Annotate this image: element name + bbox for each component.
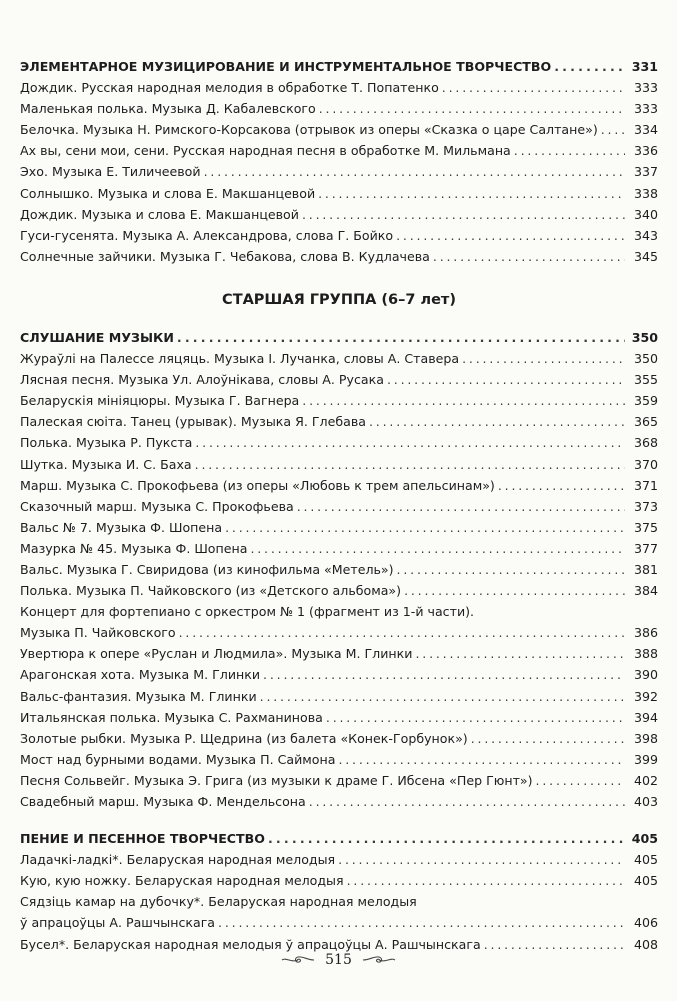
toc-entry: [20, 454, 658, 475]
toc-entry-title: Беларускія мініяцюры. Музыка Г. Вагнера: [20, 393, 300, 409]
toc-entry: [20, 707, 658, 728]
toc-entry: [20, 912, 658, 933]
toc-entry: [20, 432, 658, 453]
toc-entry-title: Гуси-гусенята. Музыка А. Александрова, слова Г. Бойко: [20, 227, 394, 243]
toc-entry: [20, 728, 658, 749]
toc-entry: [20, 517, 658, 538]
toc-entry-title: Марш. Музыка С. Прокофьева (из оперы «Любовь к трем апельсинам»): [20, 477, 495, 493]
toc-entry-title: Ладачкі-ладкі*. Беларуская народная мелодыя: [20, 852, 336, 868]
toc-entry: [20, 411, 658, 432]
toc-entry-page: 405: [633, 852, 658, 868]
toc-entry-page: 333: [633, 101, 658, 117]
toc-entry-title: Песня Сольвейг. Музыка Э. Грига (из музыки к драме Г. Ибсена «Пер Гюнт»): [20, 772, 533, 788]
toc-entry: [20, 870, 658, 891]
right-ornament-icon: [362, 954, 396, 966]
toc-entry-title: Солнышко. Музыка и слова Е. Макшанцевой: [20, 185, 316, 201]
toc-entry-page: 365: [633, 414, 658, 430]
left-ornament-icon: [281, 954, 315, 966]
toc-entry-title: Кую, кую ножку. Беларуская народная мелодыя: [20, 873, 344, 889]
toc-entry-page: 337: [633, 164, 658, 180]
toc-entry: [20, 119, 658, 140]
toc-entry-title: Белочка. Музыка Н. Римского-Корсакова (отрывок из оперы «Сказка о царе Салтане»): [20, 122, 598, 138]
toc-entry-page: 373: [633, 498, 658, 514]
toc-entry-page: 377: [633, 540, 658, 556]
toc-entry: [20, 475, 658, 496]
toc-entry-title: Ах вы, сени мои, сени. Русская народная песня в обработке М. Мильмана: [20, 143, 511, 159]
toc-entry-title: Вальс № 7. Музыка Ф. Шопена: [20, 519, 223, 535]
toc-entry-page: 371: [633, 477, 658, 493]
toc-entry-title: Полька. Музыка Р. Пукста: [20, 435, 193, 451]
toc-entry-page: 343: [633, 227, 658, 243]
table-of-contents: [20, 56, 658, 955]
section-heading-music-making: ЭЛЕМЕНТАРНОЕ МУЗИЦИРОВАНИЕ И ИНСТРУМЕНТАЛЬНОЕ ТВОРЧЕСТВО . . . 331: [20, 56, 658, 77]
section-list-singing: [20, 849, 658, 954]
toc-entry-title: Золотые рыбки. Музыка Р. Щедрина (из балета «Конек-Горбунок»): [20, 730, 468, 746]
toc-entry-page: 403: [633, 794, 658, 809]
toc-entry-title: Концерт для фортепиано с оркестром № 1 (фрагмент из 1-й части).: [20, 604, 475, 620]
toc-entry-title: Арагонская хота. Музыка М. Глинки: [20, 667, 261, 683]
toc-entry: [20, 559, 658, 580]
toc-entry: [20, 183, 658, 204]
toc-entry-title: Эхо. Музыка Е. Тиличеевой: [20, 164, 201, 180]
toc-entry-page: 355: [633, 372, 658, 388]
toc-entry-page: 384: [633, 583, 658, 599]
toc-entry-page: 375: [633, 519, 658, 535]
toc-entry: [20, 538, 658, 559]
toc-entry: [20, 791, 658, 812]
toc-entry-title: Сядзіць камар на дубочку*. Беларуская народная мелодыя: [20, 894, 417, 910]
toc-entry: [20, 664, 658, 685]
toc-entry-page: 338: [633, 185, 658, 201]
toc-entry-page: 394: [633, 709, 658, 725]
toc-entry-title: Солнечные зайчики. Музыка Г. Чебакова, слова В. Кудлачева: [20, 248, 430, 264]
toc-entry: [20, 643, 658, 664]
toc-entry: [20, 140, 658, 161]
toc-entry-page: 333: [633, 80, 658, 96]
toc-entry: [20, 390, 658, 411]
toc-entry: [20, 686, 658, 707]
toc-entry-title: Музыка П. Чайковского: [20, 625, 176, 641]
section-heading-singing: ПЕНИЕ И ПЕСЕННОЕ ТВОРЧЕСТВО . . . 405: [20, 828, 658, 849]
toc-entry-title: Маленькая полька. Музыка Д. Кабалевского: [20, 101, 316, 117]
toc-entry-page: 386: [633, 625, 658, 641]
toc-entry-page: 406: [633, 915, 658, 931]
toc-entry: [20, 348, 658, 369]
page-number: 515: [325, 952, 352, 968]
toc-entry-page: 392: [633, 688, 658, 704]
section-heading-listening: СЛУШАНИЕ МУЗЫКИ . . . 350: [20, 327, 658, 348]
toc-entry-page: 402: [633, 772, 658, 788]
section-list-music-making: [20, 77, 658, 267]
toc-entry-page: 368: [633, 435, 658, 451]
toc-entry-title: Бусел*. Беларуская народная мелодыя ў апрацоўцы А. Рашчынскага: [20, 936, 481, 952]
toc-entry-title: Дождик. Русская народная мелодия в обработке Т. Попатенко: [20, 80, 439, 96]
toc-entry-page: 340: [633, 206, 658, 222]
toc-entry: [20, 369, 658, 390]
toc-entry-title: Мазурка № 45. Музыка Ф. Шопена: [20, 540, 248, 556]
toc-entry-title: ў апрацоўцы А. Рашчынскага: [20, 915, 216, 931]
toc-entry-page: 359: [633, 393, 658, 409]
toc-entry-page: 398: [633, 730, 658, 746]
toc-entry-title: Шутка. Музыка И. С. Баха: [20, 456, 192, 472]
toc-entry: [20, 601, 658, 622]
toc-entry-title: Мост над бурными водами. Музыка П. Саймона: [20, 751, 336, 767]
toc-entry-title: Вальс. Музыка Г. Свиридова (из кинофильма «Метель»): [20, 561, 394, 577]
toc-entry-title: Палеская сюіта. Танец (урывак). Музыка Я. Глебава: [20, 414, 366, 430]
toc-entry-title: Сказочный марш. Музыка С. Прокофьева: [20, 498, 294, 514]
toc-entry-page: 390: [633, 667, 658, 683]
toc-entry-page: 350: [633, 351, 658, 367]
toc-entry-page: 408: [633, 936, 658, 952]
toc-entry: [20, 246, 658, 267]
toc-entry: [20, 749, 658, 770]
toc-entry-page: 388: [633, 646, 658, 662]
toc-entry-page: 405: [633, 873, 658, 889]
toc-entry-title: Увертюра к опере «Руслан и Людмила». Музыка М. Глинки: [20, 646, 413, 662]
page-footer: [0, 952, 677, 968]
toc-entry: [20, 77, 658, 98]
toc-entry: [20, 496, 658, 517]
toc-entry: [20, 204, 658, 225]
toc-entry-page: 399: [633, 751, 658, 767]
toc-entry-title: Итальянская полька. Музыка С. Рахманинова: [20, 709, 323, 725]
toc-entry-title: Полька. Музыка П. Чайковского (из «Детского альбома»): [20, 583, 402, 599]
toc-entry-title: Вальс-фантазия. Музыка М. Глинки: [20, 688, 257, 704]
toc-entry: [20, 580, 658, 601]
toc-entry-page: 336: [633, 143, 658, 159]
group-title: СТАРШАЯ ГРУППА (6–7 лет): [222, 291, 456, 308]
toc-entry: [20, 770, 658, 791]
toc-entry-title: Лясная песня. Музыка Ул. Алоўнікава, словы А. Русака: [20, 372, 384, 388]
toc-entry: [20, 225, 658, 246]
toc-entry-page: 370: [633, 456, 658, 472]
toc-entry-page: 334: [633, 122, 658, 138]
toc-entry-title: Жураўлі на Палессе ляцяць. Музыка І. Лучанка, словы А. Ставера: [20, 351, 460, 367]
section-list-listening: [20, 348, 658, 812]
toc-entry: [20, 891, 658, 912]
toc-entry: [20, 98, 658, 119]
toc-entry-title: Свадебный марш. Музыка Ф. Мендельсона: [20, 794, 306, 809]
toc-entry: [20, 622, 658, 643]
toc-entry-page: 345: [633, 248, 658, 264]
toc-entry-page: 381: [633, 561, 658, 577]
toc-entry: [20, 161, 658, 182]
toc-entry-title: Дождик. Музыка и слова Е. Макшанцевой: [20, 206, 299, 222]
toc-entry: [20, 849, 658, 870]
